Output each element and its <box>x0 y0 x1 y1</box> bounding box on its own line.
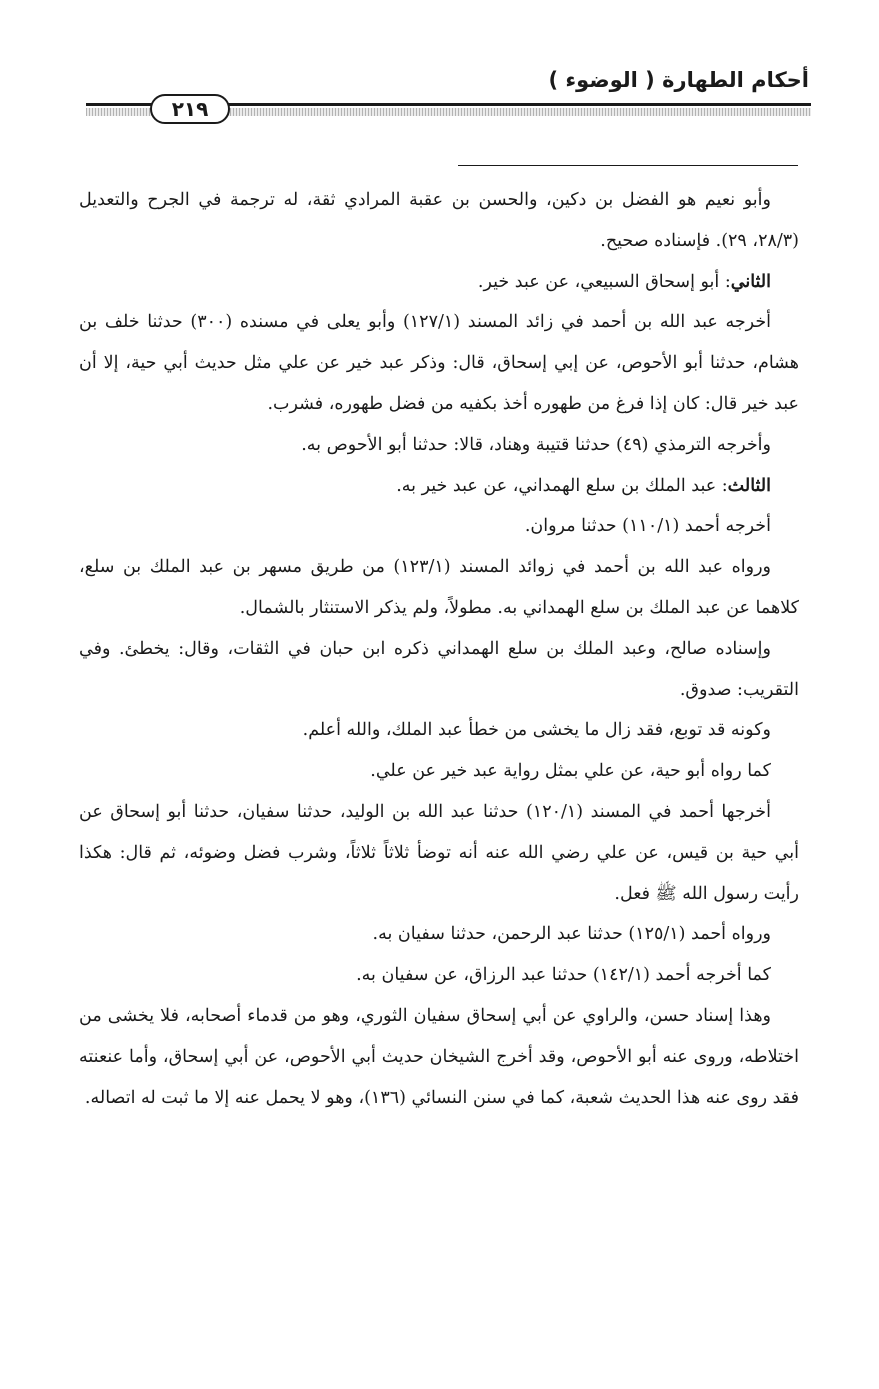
paragraph <box>79 506 799 547</box>
paragraph-label: الثاني <box>730 271 771 292</box>
paragraph <box>79 955 799 996</box>
paragraph <box>79 302 799 424</box>
paragraph <box>79 425 799 466</box>
paragraph <box>79 547 799 629</box>
paragraph-text: وهذا إسناد حسن، والراوي عن أبي إسحاق سفيان الثوري، وهو من قدماء أصحابه، فلا يخشى من اختلاطه، وروى عنه أبو الأحوص، وقد أخرج الشيخان حديث أبي الأحوص، عن أبي إسحاق، وأما عنعنته فقد روى عنه هذا الحديث شعبة، كما في سنن النسائي (١٣٦)، وهو لا يحمل عنه إلا ما ثبت له اتصاله. <box>79 1005 799 1108</box>
paragraph-text: أخرجه أحمد (١١٠/١) حدثنا مروان. <box>524 516 771 537</box>
paragraph-text: وأخرجه الترمذي (٤٩) حدثنا قتيبة وهناد، قالا: حدثنا أبو الأحوص به. <box>301 434 771 455</box>
paragraph-text: وإسناده صالح، وعبد الملك بن سلع الهمداني ذكره ابن حبان في الثقات، وقال: يخطئ. وفي التقريب: صدوق. <box>79 638 799 700</box>
paragraph <box>79 180 799 262</box>
paragraph <box>79 710 799 751</box>
paragraph-text: وأبو نعيم هو الفضل بن دكين، والحسن بن عقبة المرادي ثقة، له ترجمة في الجرح والتعديل (٢٨/٣، ٢٩). فإسناده صحيح. <box>79 190 799 251</box>
paragraph <box>79 629 799 711</box>
paragraph-text: ورواه عبد الله بن أحمد في زوائد المسند (١٢٣/١) من طريق مسهر بن عبد الملك بن سلع، كلاهما عن عبد الملك بن سلع الهمداني به. مطولاً، ولم يذكر الاستنثار بالشمال. <box>79 557 799 618</box>
paragraph-text: : عبد الملك بن سلع الهمداني، عن عبد خير به. <box>396 475 728 496</box>
paragraph <box>79 262 799 303</box>
paragraph-label: الثالث <box>727 475 771 496</box>
paragraph <box>79 792 799 914</box>
paragraph-text: وكونه قد توبع، فقد زال ما يخشى من خطأ عبد الملك، والله أعلم. <box>302 720 771 741</box>
paragraph-text: كما رواه أبو حية، عن علي بمثل رواية عبد خير عن علي. <box>370 761 771 782</box>
page-number: ٢١٩ <box>150 94 230 124</box>
paragraph-text: أخرجها أحمد في المسند (١٢٠/١) حدثنا عبد الله بن الوليد، حدثنا سفيان، حدثنا أبو إسحاق عن أبي حية بن قيس، عن علي رضي الله عنه أنه توضأ ثلاثاً ثلاثاً، وشرب فضل وضوئه، ثم قال: هكذا رأيت رسول الله ﷺ فعل. <box>79 801 799 904</box>
paragraph <box>79 996 799 1118</box>
paragraph-text: كما أخرجه أحمد (١٤٢/١) حدثنا عبد الرزاق، عن سفيان به. <box>356 965 771 986</box>
running-title: أحكام الطهارة ( الوضوء ) <box>548 68 809 92</box>
footnote-separator <box>458 165 798 166</box>
paragraph <box>79 466 799 507</box>
paragraph <box>79 914 799 955</box>
paragraph-text: أخرجه عبد الله بن أحمد في زائد المسند (١٢٧/١) وأبو يعلى في مسنده (٣٠٠) حدثنا خلف بن هشام، حدثنا أبو الأحوص، عن إبي إسحاق، قال: وذكر عبد خير عن علي مثل حديث أبي حية، إلا أن عبد خير قال: كان إذا فرغ من طهوره أخذ بكفيه من فضل طهوره، فشرب. <box>79 312 799 414</box>
paragraph <box>79 751 799 792</box>
body-text <box>79 180 799 1118</box>
paragraph-text: ورواه أحمد (١٢٥/١) حدثنا عبد الرحمن، حدثنا سفيان به. <box>372 924 771 945</box>
paragraph-text: : أبو إسحاق السبيعي، عن عبد خير. <box>477 271 731 292</box>
